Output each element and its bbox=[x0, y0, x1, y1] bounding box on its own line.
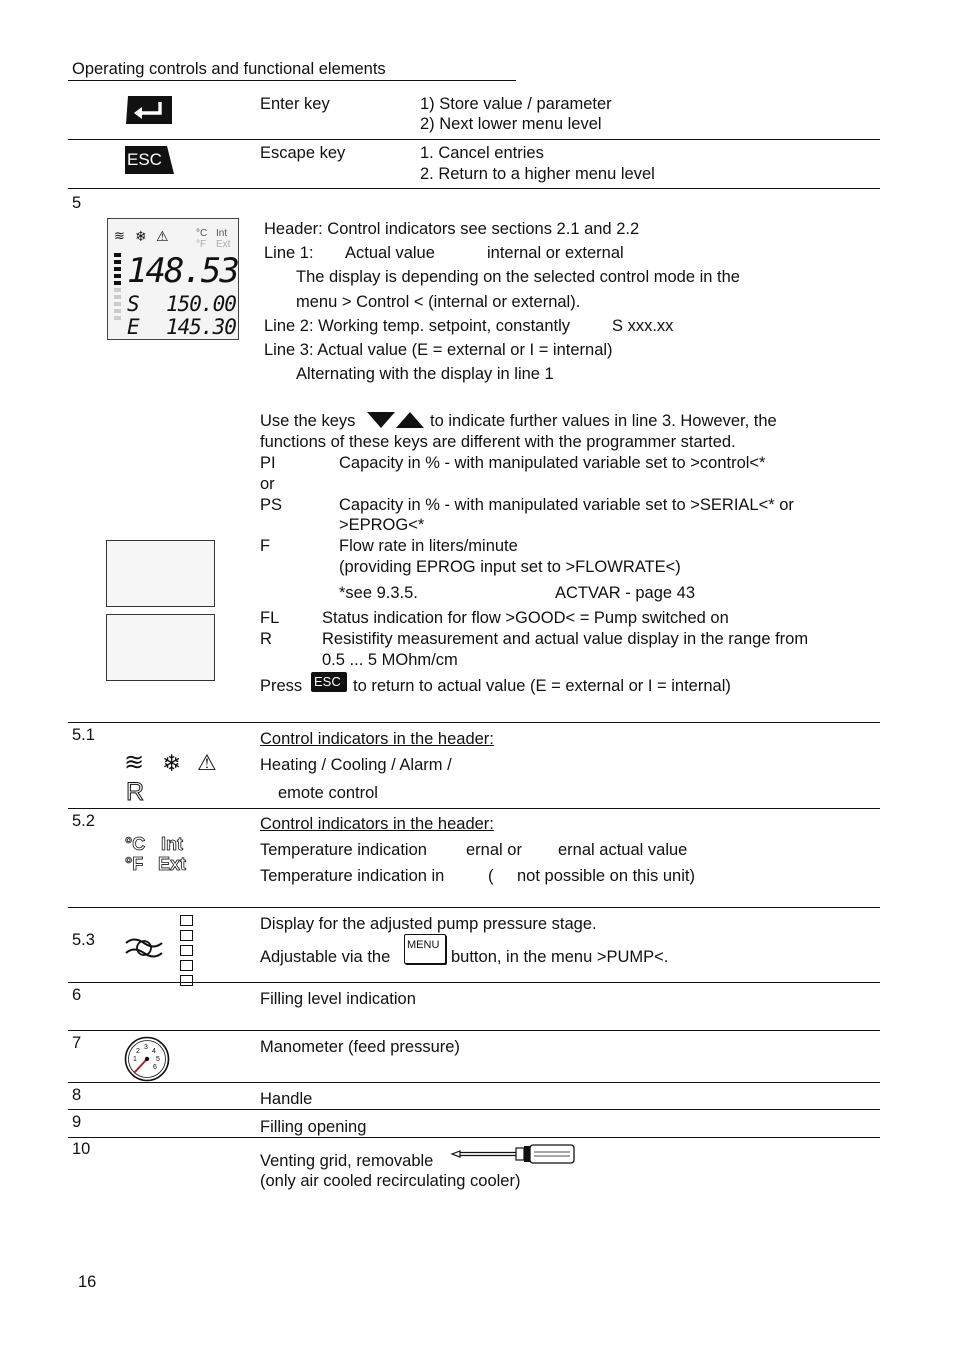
row-number: 6 bbox=[72, 986, 82, 1004]
row-number: 5 bbox=[72, 194, 82, 212]
divider bbox=[68, 722, 880, 723]
display-placeholder-1 bbox=[106, 540, 215, 607]
press-b: to return to actual value (E = external or I = internal) bbox=[353, 677, 731, 695]
r-code: R bbox=[260, 630, 272, 648]
lcd-level-bars bbox=[114, 253, 121, 320]
esc-key-icon bbox=[123, 145, 175, 180]
r5-use-keys-b: to indicate further values in line 3. However, the bbox=[430, 412, 777, 430]
row-number: 8 bbox=[72, 1086, 82, 1104]
pump-stage-boxes bbox=[180, 915, 194, 986]
fahrenheit-icon: °F bbox=[125, 854, 144, 874]
manometer-icon bbox=[124, 1036, 170, 1087]
row-number: 10 bbox=[72, 1140, 91, 1158]
actvar-ref: ACTVAR - page 43 bbox=[555, 584, 696, 602]
escape-key-label: Escape key bbox=[260, 144, 346, 162]
enter-key-desc-2: 2) Next lower menu level bbox=[420, 115, 602, 133]
r52-text-b2: ( bbox=[488, 867, 494, 885]
gauge-digit: 2 bbox=[136, 1048, 140, 1055]
divider bbox=[68, 188, 880, 189]
divider bbox=[68, 139, 880, 140]
r8-text: Handle bbox=[260, 1090, 313, 1108]
r5-header: Header: Control indicators see sections 2.1 and 2.2 bbox=[264, 220, 640, 238]
r5-line2-value: S xxx.xx bbox=[612, 317, 674, 335]
r5-line3: Line 3: Actual value (E = external or I = internal) bbox=[264, 341, 613, 359]
enter-key-icon bbox=[124, 94, 174, 131]
gauge-digit: 4 bbox=[152, 1048, 156, 1055]
heating-icon: ≋ bbox=[114, 228, 125, 243]
esc-key-inline-text: ESC bbox=[314, 674, 341, 689]
r52-text-b3: not possible on this unit) bbox=[517, 867, 695, 885]
lcd-unit-c: °C bbox=[196, 228, 208, 239]
lcd-display bbox=[107, 218, 239, 340]
f-text-b: (providing EPROG input set to >FLOWRATE<) bbox=[339, 558, 681, 576]
header-indicator-icons bbox=[124, 750, 224, 808]
gauge-digit: 3 bbox=[144, 1044, 148, 1051]
r5-use-keys-c: functions of these keys are different with the programmer started. bbox=[260, 433, 736, 451]
internal-icon: Int bbox=[161, 834, 183, 854]
r52-title: Control indicators in the header: bbox=[260, 815, 494, 833]
r52-text-a1: Temperature indication bbox=[260, 841, 427, 859]
celsius-icon: °C bbox=[125, 834, 146, 854]
remote-control-icon: R bbox=[126, 778, 145, 806]
arrow-down-up-icon bbox=[366, 411, 426, 434]
enter-key-label: Enter key bbox=[260, 95, 330, 113]
pi-text: Capacity in % - with manipulated variable set to >control<* bbox=[339, 454, 766, 472]
r5-line1-b: menu > Control < (internal or external). bbox=[296, 293, 581, 311]
lcd-line-1: 148.53 bbox=[127, 251, 238, 291]
lcd-line-3: 145.30 bbox=[166, 315, 236, 339]
lcd-ext: Ext bbox=[216, 239, 231, 250]
r10-text-b: (only air cooled recirculating cooler) bbox=[260, 1172, 521, 1190]
r5-line1-a: The display is depending on the selected control mode in the bbox=[296, 268, 740, 286]
row-number: 9 bbox=[72, 1113, 82, 1131]
r53-text-a: Display for the adjusted pump pressure stage. bbox=[260, 915, 597, 933]
alarm-icon: ⚠ bbox=[197, 750, 217, 775]
r51-text-a: Heating / Cooling / Alarm / bbox=[260, 756, 452, 774]
r7-text: Manometer (feed pressure) bbox=[260, 1038, 460, 1056]
lcd-line-2: 150.00 bbox=[166, 292, 236, 316]
r52-text-a3: ernal actual value bbox=[558, 841, 688, 859]
fl-code: FL bbox=[260, 609, 280, 627]
ps-code: PS bbox=[260, 496, 283, 514]
press-a: Press bbox=[260, 677, 303, 695]
heading-underline bbox=[68, 80, 516, 81]
r51-title: Control indicators in the header: bbox=[260, 730, 494, 748]
gauge-digit: 1 bbox=[133, 1056, 137, 1063]
external-icon: Ext bbox=[158, 854, 187, 874]
r5-line3-alt: Alternating with the display in line 1 bbox=[296, 365, 554, 383]
row-number: 5.3 bbox=[72, 931, 95, 949]
divider bbox=[68, 982, 880, 983]
divider bbox=[68, 1109, 880, 1110]
lcd-line-3-prefix: E bbox=[127, 315, 140, 339]
esc-key-inline bbox=[311, 672, 347, 692]
esc-key-text: ESC bbox=[127, 150, 162, 169]
lcd-int: Int bbox=[216, 228, 228, 239]
r53-text-b2: button, in the menu >PUMP<. bbox=[451, 948, 669, 966]
r5-line1-opts: internal or external bbox=[487, 244, 624, 262]
lcd-unit-f: °F bbox=[196, 239, 207, 250]
escape-key-desc-1: 1. Cancel entries bbox=[420, 144, 544, 162]
gauge-digit: 6 bbox=[153, 1064, 157, 1071]
unit-indicator-icons bbox=[125, 834, 195, 876]
divider bbox=[68, 1030, 880, 1031]
or-text: or bbox=[260, 475, 275, 493]
r-text-b: 0.5 ... 5 MOhm/cm bbox=[322, 651, 458, 669]
ps-text-b: >EPROG<* bbox=[339, 516, 425, 534]
r52-text-a2: ernal or bbox=[466, 841, 522, 859]
r6-text: Filling level indication bbox=[260, 990, 416, 1008]
r5-line1-value: Actual value bbox=[345, 244, 435, 262]
pi-code: PI bbox=[260, 454, 276, 472]
f-text-a: Flow rate in liters/minute bbox=[339, 537, 518, 555]
display-placeholder-2 bbox=[106, 614, 215, 681]
r5-line2: Line 2: Working temp. setpoint, constantly bbox=[264, 317, 571, 335]
divider bbox=[68, 907, 880, 908]
lcd-line-2-prefix: S bbox=[127, 292, 140, 316]
screwdriver-icon bbox=[450, 1143, 576, 1172]
cooling-icon: ❄ bbox=[135, 228, 147, 244]
r9-text: Filling opening bbox=[260, 1118, 367, 1136]
page-number: 16 bbox=[78, 1273, 97, 1291]
f-code: F bbox=[260, 537, 271, 555]
pump-icon bbox=[124, 934, 164, 967]
fl-text: Status indication for flow >GOOD< = Pump switched on bbox=[322, 609, 729, 627]
enter-key-desc-1: 1) Store value / parameter bbox=[420, 95, 612, 113]
alarm-icon: ⚠ bbox=[156, 228, 169, 244]
escape-key-desc-2: 2. Return to a higher menu level bbox=[420, 165, 655, 183]
see-ref: *see 9.3.5. bbox=[339, 584, 418, 602]
r52-text-b1: Temperature indication in bbox=[260, 867, 445, 885]
r5-use-keys-a: Use the keys bbox=[260, 412, 356, 430]
section-heading: Operating controls and functional elements bbox=[72, 60, 386, 78]
row-number: 7 bbox=[72, 1034, 82, 1052]
cooling-icon: ❄ bbox=[162, 750, 182, 776]
divider bbox=[68, 1137, 880, 1138]
r5-line1-label: Line 1: bbox=[264, 244, 314, 262]
r53-text-b1: Adjustable via the bbox=[260, 948, 391, 966]
ps-text-a: Capacity in % - with manipulated variable set to >SERIAL<* or bbox=[339, 496, 794, 514]
row-number: 5.1 bbox=[72, 726, 95, 744]
divider bbox=[68, 1082, 880, 1083]
menu-key bbox=[404, 934, 446, 964]
heating-icon: ≋ bbox=[124, 749, 145, 776]
menu-key-text: MENU bbox=[407, 939, 440, 951]
r-text-a: Resistifity measurement and actual value display in the range from bbox=[322, 630, 809, 648]
row-number: 5.2 bbox=[72, 812, 95, 830]
gauge-digit: 5 bbox=[156, 1056, 160, 1063]
r51-text-b: emote control bbox=[278, 784, 378, 802]
divider bbox=[68, 808, 880, 809]
r10-text-a: Venting grid, removable bbox=[260, 1152, 434, 1170]
